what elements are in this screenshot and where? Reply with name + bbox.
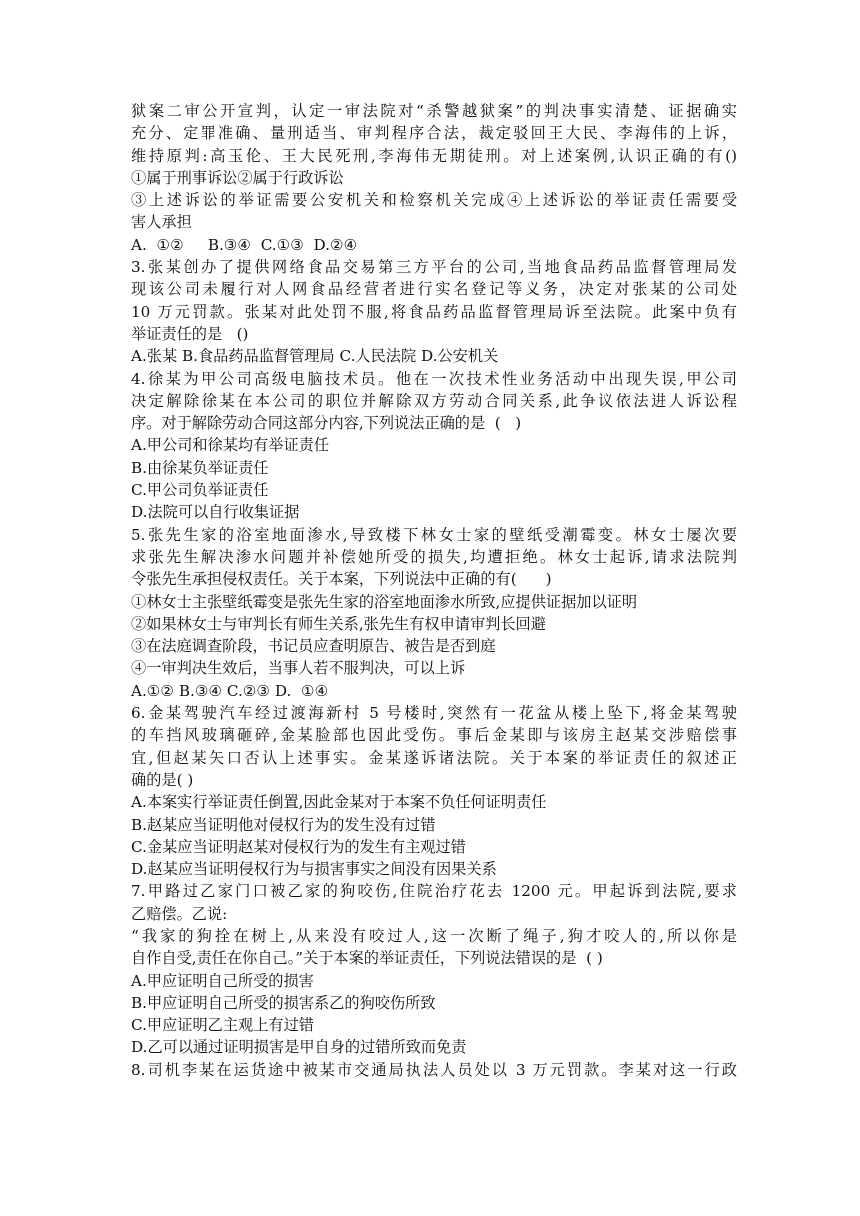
text-line: 3.张某创办了提供网络食品交易第三方平台的公司,当地食品药品监督管理局发 [131,258,737,277]
text-line: 4.徐某为甲公司高级电脑技术员。他在一次技术性业务活动中出现失误,甲公司 [131,369,737,388]
text-line: B.甲应证明自己所受的损害系乙的狗咬伤所致 [131,993,436,1012]
text-line: 7.甲路过乙家门口被乙家的狗咬伤,住院治疗花去 1200 元。甲起诉到法院,要求 [131,882,737,901]
text-line: 决定解除徐某在本公司的职位并解除双方劳动合同关系,此争议依法进人诉讼程 [131,391,737,410]
text-line: 狱案二审公开宣判，认定一审法院对“杀警越狱案”的判决事实清楚、证据确实 [131,102,737,120]
text-line: 8.司机李某在运货途中被某市交通局执法人员处以 3 万元罚款。李某对这一行政 [131,1060,737,1079]
text-line: C.金某应当证明赵某对侵权行为的发生有主观过错 [131,837,466,856]
text-line: 自作自受,责任在你自己。”关于本案的举证责任，下列说法错误的是 ( ) [131,949,603,968]
text-line: 确的是( ) [131,770,194,789]
text-line: 现该公司未履行对人网食品经营者进行实名登记等义务，决定对张某的公司处 [131,280,737,299]
text-line: 的车挡风玻璃砸碎,金某脸部也因此受伤。事后金某即与该房主赵某交涉赔偿事 [131,726,737,745]
text-line: ①林女士主张壁纸霉变是张先生家的浴室地面渗水所致,应提供证据加以证明 [131,592,638,611]
text-line: A.张某 B.食品药品监督管理局 C.人民法院 D.公安机关 [131,347,499,366]
text-line: 序。对于解除劳动合同这部分内容,下列说法正确的是 ( ) [131,414,522,433]
text-line: 6.金某驾驶汽车经过渡海新村 5 号楼时,突然有一花盆从楼上坠下,将金某驾驶 [131,704,737,723]
text-line: C.甲公司负举证责任 [131,481,269,500]
text-line: C.甲应证明乙主观上有过错 [131,1016,314,1035]
text-line: 维持原判:高玉伦、王大民死刑,李海伟无期徒刑。对上述案例,认识正确的有() [131,146,737,165]
text-line: ④一审判决生效后，当事人若不服判决，可以上诉 [131,659,466,678]
text-line: 乙赔偿。乙说: [131,904,228,923]
document-page [131,100,737,1081]
text-line: 5.张先生家的浴室地面渗水,导致楼下林女士家的壁纸受潮霉变。林女士屡次要 [131,525,737,544]
text-line: A.甲应证明自己所受的损害 [131,971,314,990]
text-line: D.法院可以自行收集证据 [131,503,300,522]
text-line: A.本案实行举证责任倒置,因此金某对于本案不负任何证明责任 [131,793,547,812]
text-line: ③在法庭调查阶段，书记员应查明原告、被告是否到庭 [131,637,496,656]
text-line: 害人承担 [131,213,192,232]
text-line: A. ①② B.③④ C.①③ D.②④ [131,235,358,254]
text-line: “我家的狗拴在树上,从来没有咬过人,这一次断了绳子,狗才咬人的,所以你是 [131,926,737,945]
text-line: 举证责任的是 () [131,324,249,343]
text-line: 充分、定罪准确、量刑适当、审判程序合法，裁定驳回王大民、李海伟的上诉， [131,124,737,143]
text-line: D.赵某应当证明侵权行为与损害事实之间没有因果关系 [131,860,497,879]
text-line: B.由徐某负举证责任 [131,458,269,477]
text-line: A.甲公司和徐某均有举证责任 [131,436,330,455]
text-line: 求张先生解决渗水问题并补偿她所受的损失,均遭拒绝。林女士起诉,请求法院判 [131,547,737,566]
text-line: ③上述诉讼的举证需要公安机关和检察机关完成④上述诉讼的举证责任需要受 [131,191,737,210]
text-line: ②如果林女士与审判长有师生关系,张先生有权申请审判长回避 [131,614,546,633]
text-line: 10 万元罚款。张某对此处罚不服,将食品药品监督管理局诉至法院。此案中负有 [131,302,737,321]
text-line: 宜,但赵某矢口否认上述事实。金某遂诉诸法院。关于本案的举证责任的叙述正 [131,748,737,767]
text-line: B.赵某应当证明他对侵权行为的发生没有过错 [131,815,436,834]
text-line: ①属于刑事诉讼②属于行政诉讼 [131,168,344,187]
text-line: 令张先生承担侵权责任。关于本案，下列说法中正确的有( ) [131,570,552,589]
text-line: D.乙可以通过证明损害是甲自身的过错所致而免责 [131,1038,467,1057]
text-line: A.①② B.③④ C.②③ D. ①④ [131,681,329,700]
